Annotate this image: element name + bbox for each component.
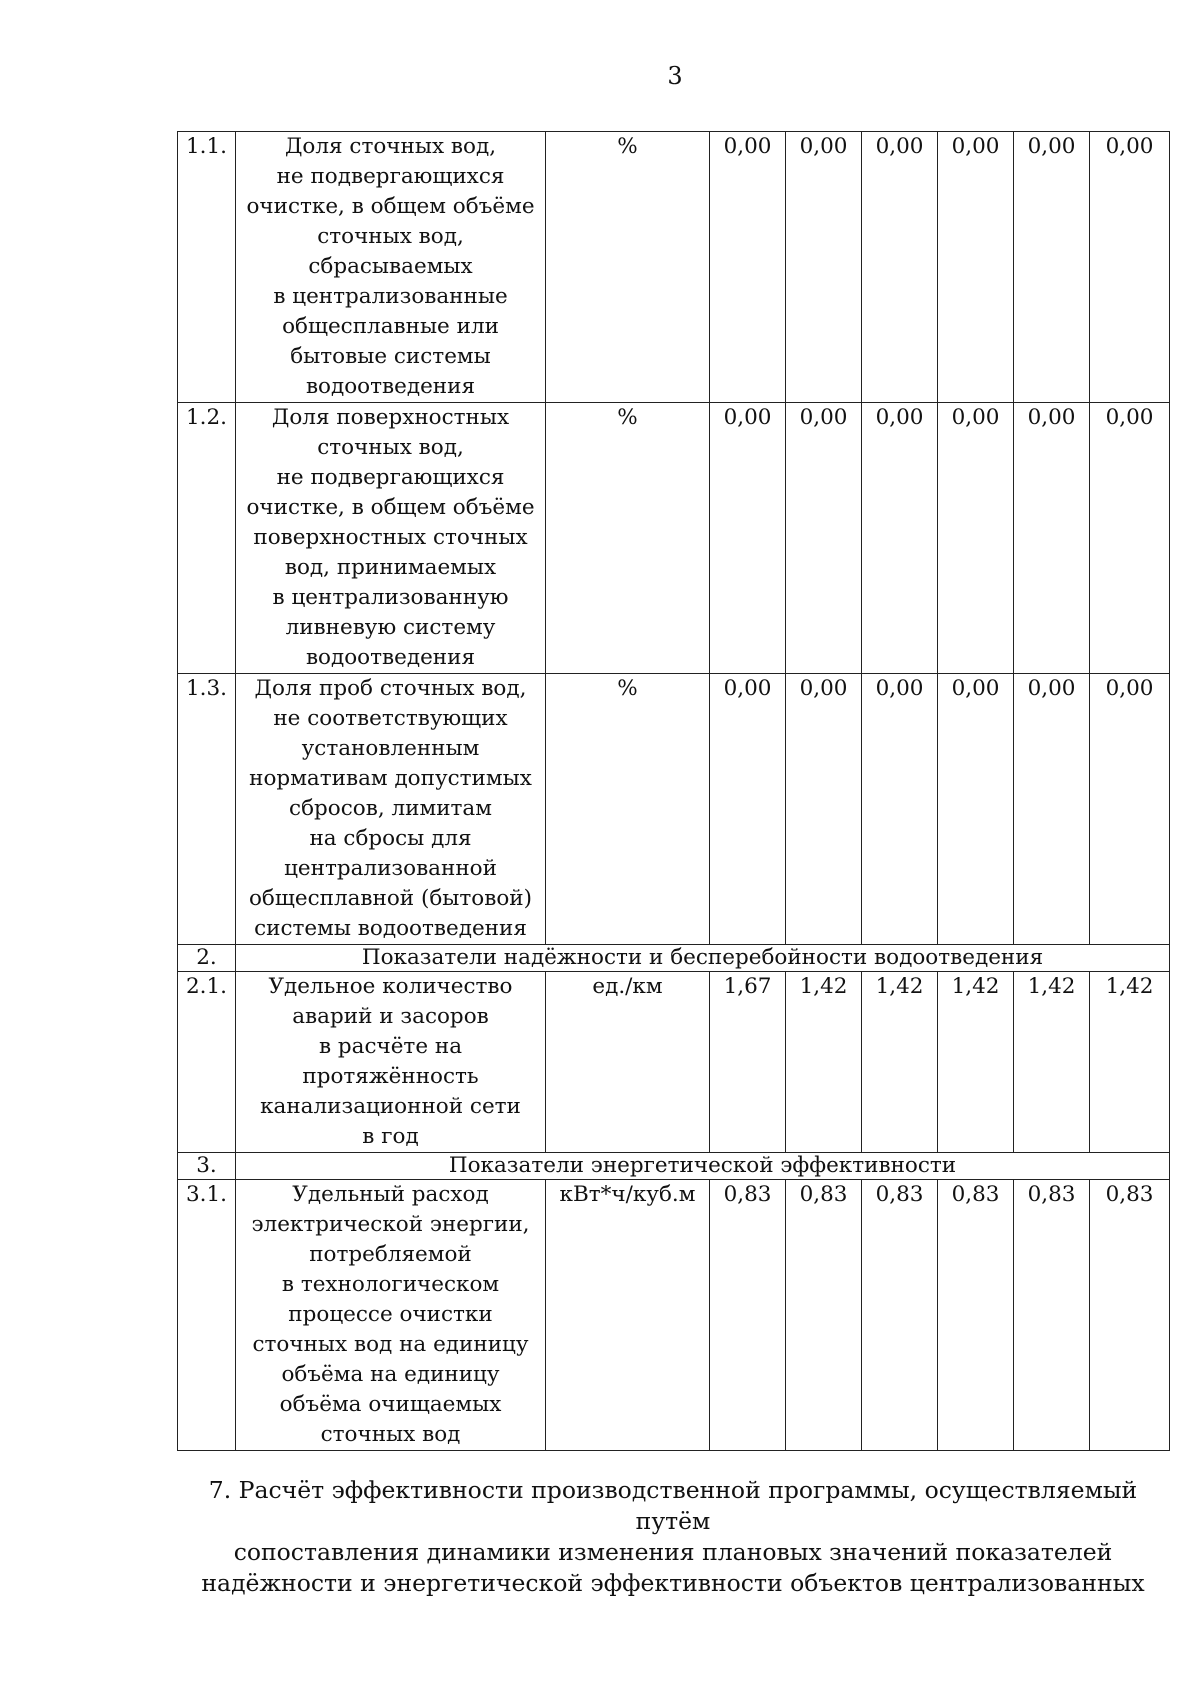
value-cell: 0,00 (710, 403, 786, 674)
table-row (178, 1180, 1170, 1451)
row-number: 3. (178, 1153, 236, 1180)
section-row (178, 1153, 1170, 1180)
indicators-table (177, 131, 1170, 1451)
value-cell: 0,00 (938, 132, 1014, 403)
value-cell: 0,00 (786, 674, 862, 945)
value-cell: 0,83 (862, 1180, 938, 1451)
value-cell: 0,00 (862, 403, 938, 674)
value-cell: 0,83 (938, 1180, 1014, 1451)
indicator-name-text: Доля сточных вод, не подвергающихся очистке, в общем объёме сточных вод, сбрасываемых в централизованные общесплавные или бытовые системы водоотведения (246, 134, 535, 399)
indicator-name (236, 1180, 546, 1451)
page-number: 3 (667, 62, 683, 90)
value-cell: 0,00 (1090, 674, 1170, 945)
value-cell: 0,00 (1014, 132, 1090, 403)
value-cell: 1,42 (1090, 972, 1170, 1153)
value-cell: 1,67 (710, 972, 786, 1153)
row-number: 1.1. (178, 132, 236, 403)
indicator-name (236, 972, 546, 1153)
indicator-name-text: Удельное количество аварий и засоров в расчёте на протяжённость канализационной сети в год (260, 974, 521, 1149)
indicator-name-text: Доля проб сточных вод, не соответствующих установленным нормативам допустимых сбросов, лимитам на сбросы для централизованной общесплавной (бытовой) системы водоотведения (248, 676, 533, 941)
indicator-name (236, 674, 546, 945)
unit-cell: ед./км (546, 972, 710, 1153)
section-7-heading: 7. Расчёт эффективности производственной программы, осуществляемый путём сопоставления динамики изменения плановых значений показателей надёжности и энергетической эффективности объектов централизованных (201, 1476, 1145, 1597)
indicators-table-body (178, 132, 1170, 1451)
value-cell: 0,00 (786, 403, 862, 674)
value-cell: 0,00 (710, 674, 786, 945)
indicator-name-text: Удельный расход электрической энергии, потребляемой в технологическом процессе очистки сточных вод на единицу объёма на единицу объёма очищаемых сточных вод (251, 1182, 530, 1447)
row-number: 2.1. (178, 972, 236, 1153)
row-number: 2. (178, 945, 236, 972)
table-row (178, 972, 1170, 1153)
value-cell: 0,00 (862, 674, 938, 945)
section-title: Показатели надёжности и бесперебойности водоотведения (236, 945, 1170, 972)
value-cell: 1,42 (862, 972, 938, 1153)
table-row (178, 674, 1170, 945)
value-cell: 0,00 (1090, 132, 1170, 403)
unit-cell: % (546, 674, 710, 945)
unit-cell: % (546, 132, 710, 403)
section-title: Показатели энергетической эффективности (236, 1153, 1170, 1180)
row-number: 1.3. (178, 674, 236, 945)
row-number: 1.2. (178, 403, 236, 674)
indicator-name (236, 132, 546, 403)
value-cell: 1,42 (1014, 972, 1090, 1153)
value-cell: 0,83 (1014, 1180, 1090, 1451)
value-cell: 0,00 (1014, 674, 1090, 945)
indicator-name (236, 403, 546, 674)
row-number: 3.1. (178, 1180, 236, 1451)
unit-cell: % (546, 403, 710, 674)
indicator-name-text: Доля поверхностных сточных вод, не подвергающихся очистке, в общем объёме поверхностных сточных вод, принимаемых в централизованную ливневую систему водоотведения (246, 405, 535, 670)
value-cell: 0,83 (1090, 1180, 1170, 1451)
value-cell: 0,00 (1090, 403, 1170, 674)
value-cell: 0,00 (1014, 403, 1090, 674)
value-cell: 0,83 (710, 1180, 786, 1451)
value-cell: 1,42 (938, 972, 1014, 1153)
value-cell: 0,83 (786, 1180, 862, 1451)
table-row (178, 132, 1170, 403)
value-cell: 0,00 (938, 403, 1014, 674)
table-row (178, 403, 1170, 674)
unit-cell: кВт*ч/куб.м (546, 1180, 710, 1451)
value-cell: 1,42 (786, 972, 862, 1153)
section-row (178, 945, 1170, 972)
value-cell: 0,00 (786, 132, 862, 403)
value-cell: 0,00 (862, 132, 938, 403)
value-cell: 0,00 (938, 674, 1014, 945)
value-cell: 0,00 (710, 132, 786, 403)
